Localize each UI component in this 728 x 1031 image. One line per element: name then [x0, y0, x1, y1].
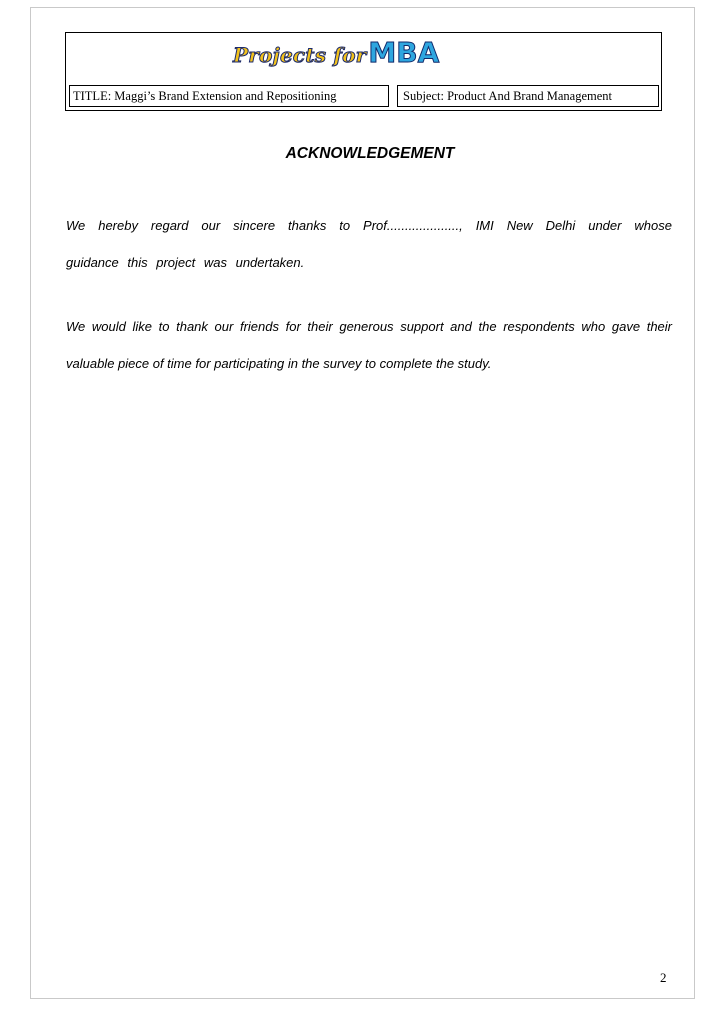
acknowledgement-paragraph-1: We hereby regard our sincere thanks to Prof...................., IMI New Delhi under whose guidance this project was undertaken.: [66, 218, 672, 270]
logo-text-projects-for: Projects for: [233, 43, 367, 67]
page-number: 2: [660, 970, 667, 985]
subject-field: Subject: Product And Brand Management: [397, 85, 659, 107]
document-header: [65, 32, 662, 111]
logo-text-mba: MBA: [368, 36, 440, 69]
projects-for-mba-logo: [233, 36, 440, 70]
page-title: ACKNOWLEDGEMENT: [285, 145, 455, 162]
title-field: TITLE: Maggi’s Brand Extension and Repositioning: [69, 85, 389, 107]
acknowledgement-paragraph-2: We would like to thank our friends for their generous support and the respondents who gave their valuable piece of time for participating in the survey to complete the study.: [66, 319, 672, 371]
